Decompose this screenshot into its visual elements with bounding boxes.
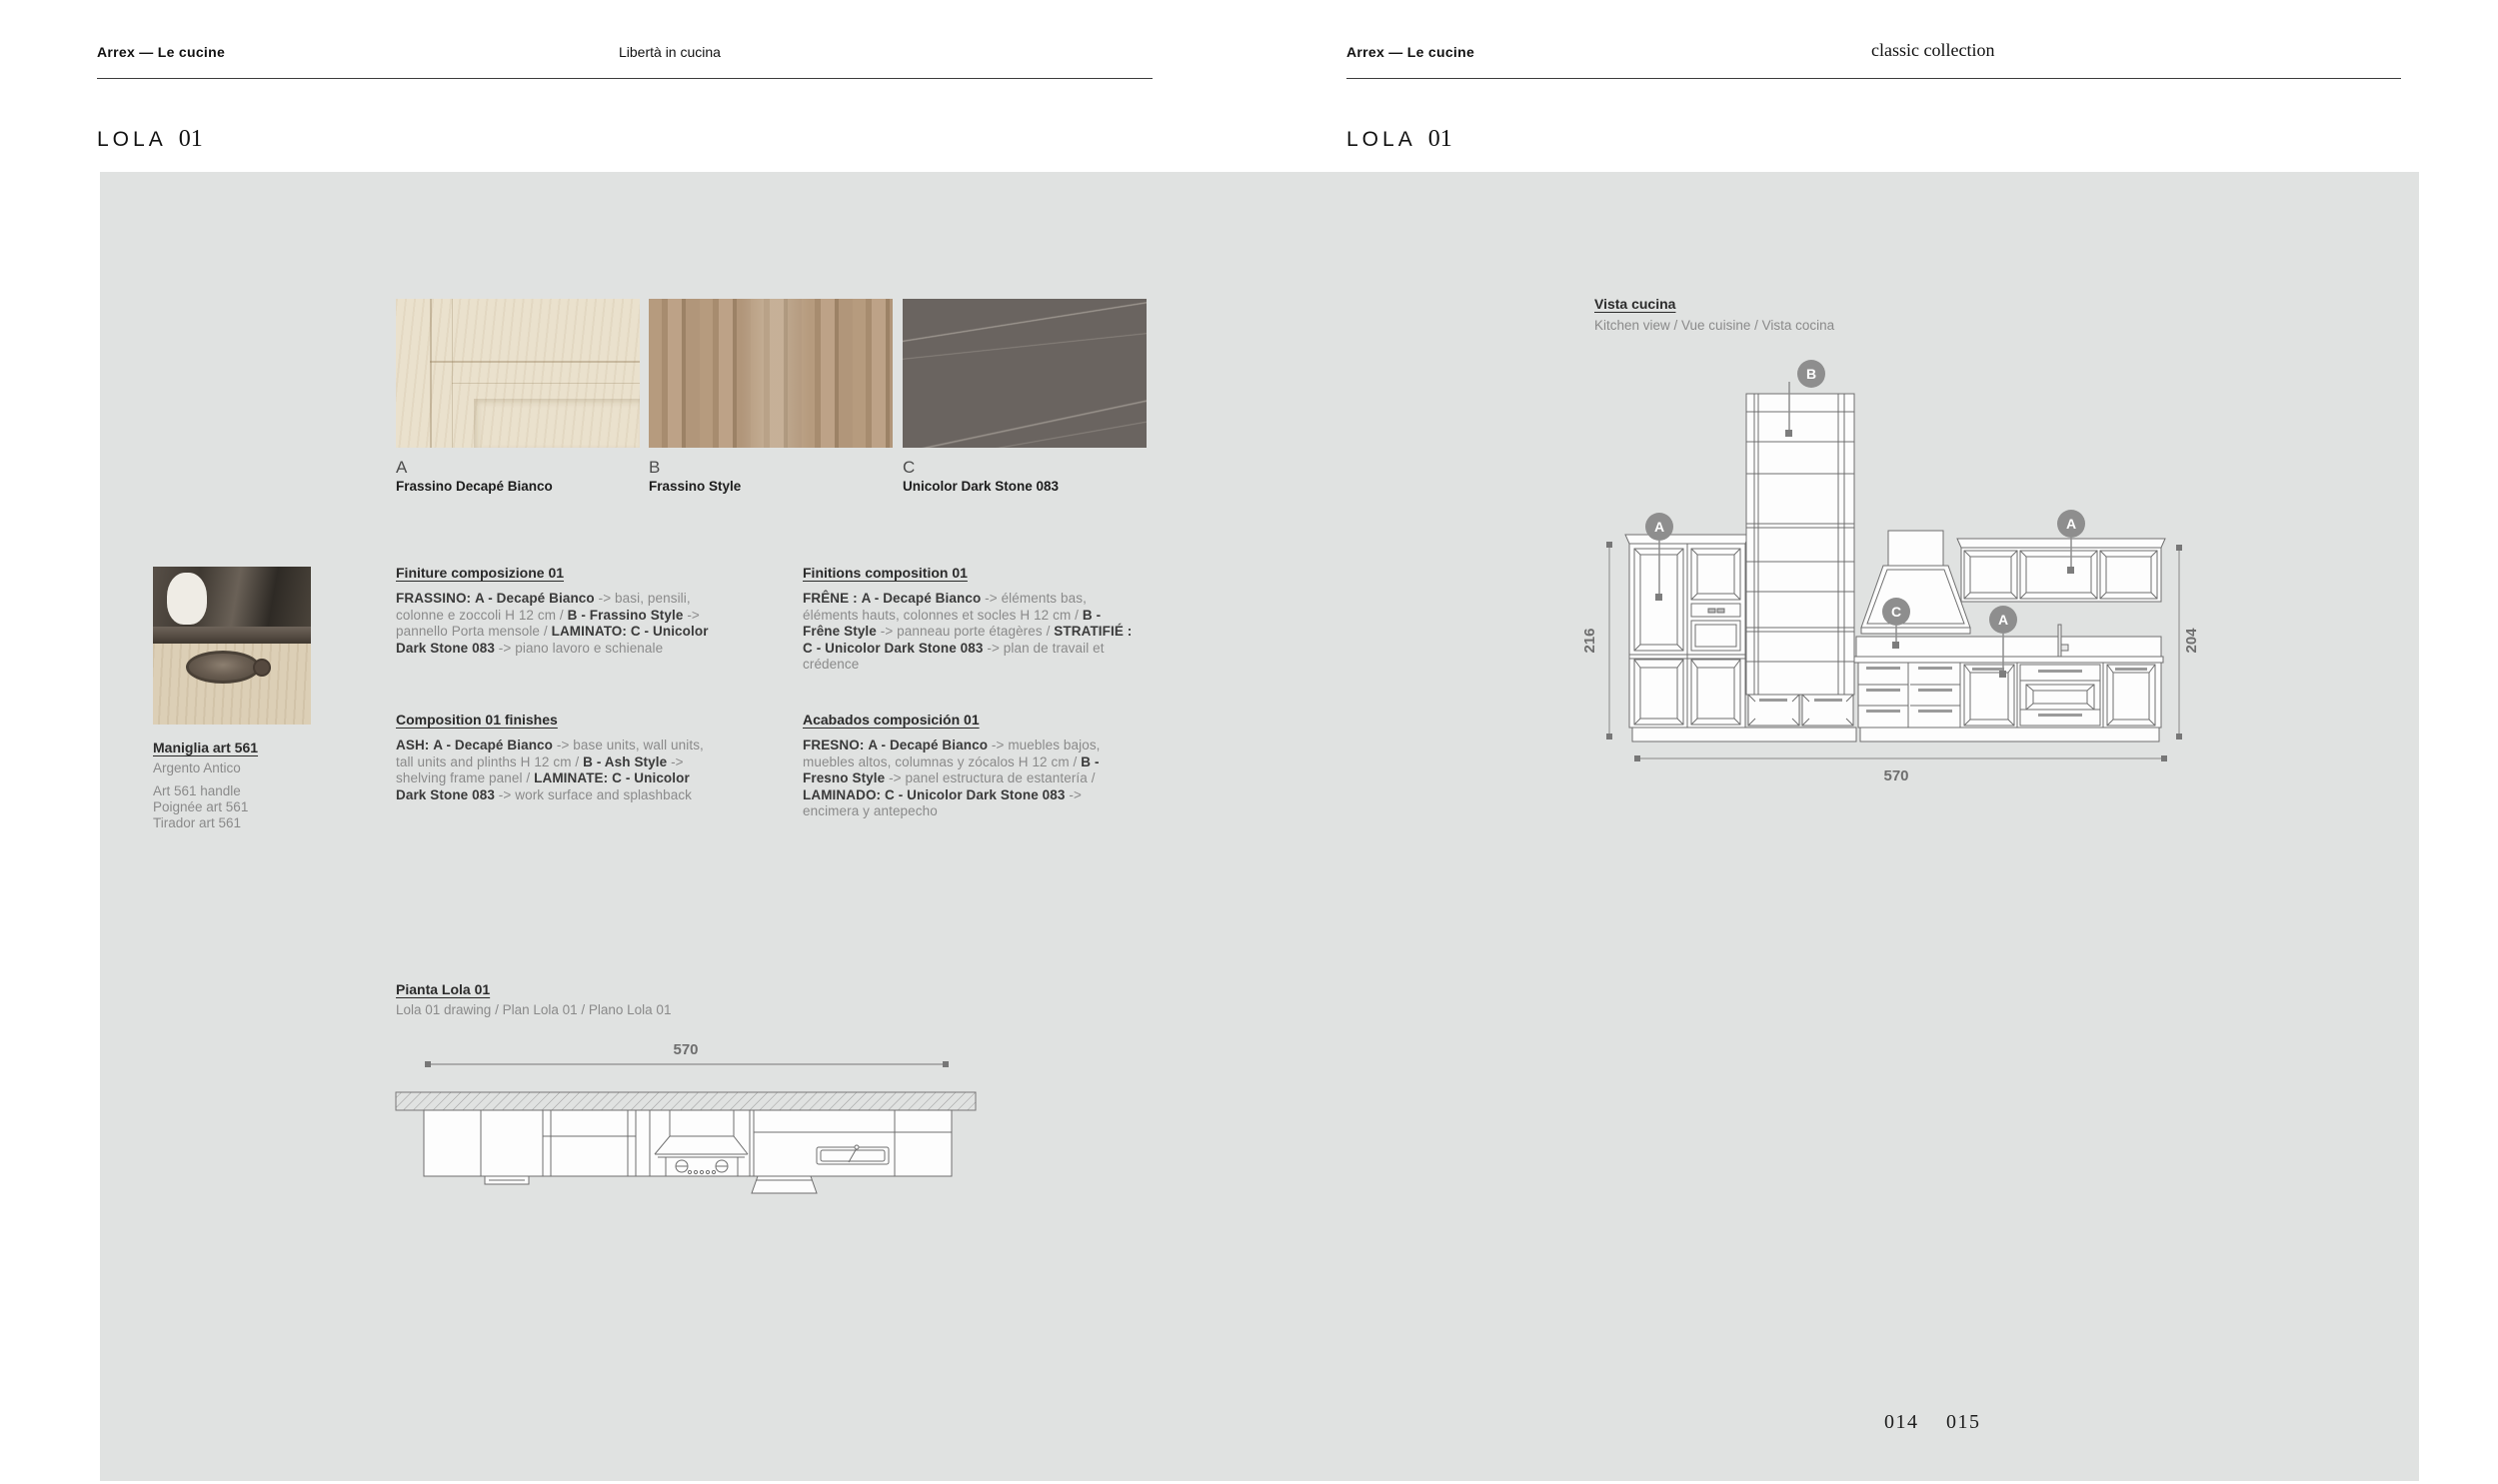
view-heading: Vista cucina bbox=[1594, 296, 1676, 312]
base-units bbox=[1858, 663, 2161, 742]
finishes-heading: Acabados composición 01 bbox=[803, 712, 980, 728]
swatch-letter: B bbox=[649, 458, 661, 477]
view-subtitle: Kitchen view / Vue cuisine / Vista cocina bbox=[1594, 318, 1835, 333]
swatch-letter: C bbox=[903, 458, 916, 477]
header-rule-right bbox=[1346, 78, 2401, 79]
series-number: 01 bbox=[1427, 126, 1452, 152]
plan-subtitle: Lola 01 drawing / Plan Lola 01 / Plano Lola 01 bbox=[396, 1002, 672, 1017]
handle-translation: Art 561 handle bbox=[153, 783, 241, 798]
finishes-paragraph: FRESNO: A - Decapé Bianco -> muebles bajos, muebles altos, columnas y zócalos H 12 cm / B - Fresno Style -> panel estructura de estantería / LAMINADO: C - Unicolor Dark Stone 083 -> encimera y antepecho bbox=[803, 738, 1101, 818]
badge-letter: A bbox=[1653, 519, 1665, 535]
swatch-frassino-decape-bianco bbox=[396, 299, 640, 448]
elevation-drawing bbox=[1574, 355, 2234, 814]
wood-grain-texture bbox=[649, 299, 893, 448]
badge-letter: B bbox=[1805, 366, 1817, 382]
swatch-unicolor-dark-stone bbox=[903, 299, 1147, 448]
brand-left: Arrex — Le cucine bbox=[97, 44, 226, 60]
plan-heading: Pianta Lola 01 bbox=[396, 981, 491, 997]
pitcher bbox=[167, 573, 207, 625]
swatch-letter: A bbox=[396, 458, 408, 477]
finishes-block-italian bbox=[396, 565, 714, 657]
shelf-edge bbox=[153, 627, 311, 644]
finishes-paragraph: FRÊNE : A - Decapé Bianco -> éléments bas, éléments hauts, colonnes et socles H 12 cm / B - Frêne Style -> panneau porte étagères / STRATIFIÉ : C - Unicolor Dark Stone 083 -> plan de travail et crédence bbox=[803, 591, 1133, 672]
width-dim-bottom: 570 bbox=[1883, 767, 1909, 784]
height-dim-right: 204 bbox=[2183, 628, 2200, 654]
finishes-paragraph: ASH: A - Decapé Bianco -> base units, wall units, tall units and plinths H 12 cm / B - Ash Style -> shelving frame panel / LAMINATE: C - Unicolor Dark Stone 083 -> work surface and splashback bbox=[396, 738, 704, 802]
tagline: Libertà in cucina bbox=[619, 44, 721, 60]
finishes-block-english bbox=[396, 712, 714, 803]
series-title-left bbox=[97, 126, 203, 153]
badge-letter: C bbox=[1890, 604, 1902, 620]
handle-translation: Poignée art 561 bbox=[153, 799, 249, 814]
cooker-hood bbox=[1861, 531, 1970, 634]
shelving-column bbox=[1746, 394, 1854, 726]
series-name: LOLA bbox=[1346, 128, 1416, 151]
page-number-right: 015 bbox=[1946, 1411, 1981, 1433]
finishes-heading: Composition 01 finishes bbox=[396, 712, 558, 728]
finishes-block-french bbox=[803, 565, 1138, 674]
plan-width-dim: 570 bbox=[673, 1041, 699, 1058]
handle-backplate bbox=[253, 659, 271, 677]
frame-line bbox=[430, 361, 640, 363]
swatch-name: Frassino Style bbox=[649, 479, 742, 494]
frame-line bbox=[452, 383, 640, 384]
brand-right: Arrex — Le cucine bbox=[1346, 44, 1475, 60]
wall-hatch bbox=[396, 1092, 976, 1110]
series-title-right bbox=[1346, 126, 1452, 153]
swatch-name: Unicolor Dark Stone 083 bbox=[903, 479, 1060, 494]
series-number: 01 bbox=[178, 126, 203, 152]
plan-cabinets bbox=[424, 1110, 952, 1193]
badge-letter: A bbox=[1997, 612, 2009, 628]
page-number-left: 014 bbox=[1884, 1411, 1919, 1433]
handle-title: Maniglia art 561 bbox=[153, 740, 259, 755]
finishes-paragraph: FRASSINO: A - Decapé Bianco -> basi, pensili, colonne e zoccoli H 12 cm / B - Frassino Style -> pannello Porta mensole / LAMINATO: C - Unicolor Dark Stone 083 -> piano lavoro e schienale bbox=[396, 591, 709, 656]
wall-units bbox=[1957, 539, 2165, 602]
finishes-block-spanish bbox=[803, 712, 1138, 820]
finishes-heading: Finitions composition 01 bbox=[803, 565, 968, 581]
header-rule-left bbox=[97, 78, 1153, 79]
swatch-frassino-style bbox=[649, 299, 893, 448]
plan-drawing bbox=[390, 1034, 1000, 1194]
oval-handle bbox=[186, 651, 260, 684]
height-dim-left: 216 bbox=[1581, 628, 1598, 654]
stone-veins-texture bbox=[903, 299, 1147, 448]
finishes-heading: Finiture composizione 01 bbox=[396, 565, 565, 581]
plan-dimension bbox=[425, 1061, 949, 1067]
handle-translation: Tirador art 561 bbox=[153, 815, 242, 830]
frame-line bbox=[452, 299, 453, 448]
handle-subtitle: Argento Antico bbox=[153, 760, 241, 775]
series-name: LOLA bbox=[97, 128, 167, 151]
collection-label: classic collection bbox=[1871, 40, 1995, 60]
swatch-name: Frassino Decapé Bianco bbox=[396, 479, 553, 494]
handle-photo bbox=[153, 567, 311, 725]
panel-shade bbox=[474, 399, 640, 448]
badge-letter: A bbox=[2065, 516, 2077, 532]
frame-line bbox=[430, 299, 432, 448]
